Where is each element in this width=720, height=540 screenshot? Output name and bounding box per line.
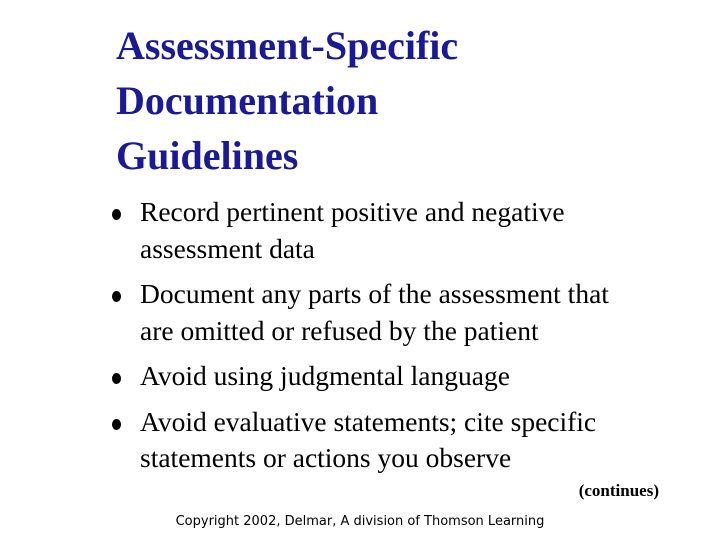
bullet-item bbox=[112, 194, 702, 267]
bullet-line: statements or actions you observe bbox=[140, 442, 512, 473]
bullet-text bbox=[140, 358, 702, 395]
continues-label: (continues) bbox=[578, 481, 659, 500]
bullet-line: Avoid evaluative statements; cite specific bbox=[140, 405, 597, 437]
title-line: Guidelines bbox=[116, 133, 299, 178]
bullet-line: Record pertinent positive and negative bbox=[140, 196, 565, 227]
bullet-line: assessment data bbox=[140, 232, 315, 264]
bullet-line: Document any parts of the assessment that bbox=[140, 278, 609, 309]
title-line: Documentation bbox=[116, 78, 379, 123]
title-line: Assessment-Specific bbox=[116, 23, 459, 68]
bullet-dot-icon bbox=[112, 291, 121, 302]
bullet-line: are omitted or refused by the patient bbox=[140, 314, 539, 346]
bullet-text bbox=[140, 194, 702, 267]
copyright-footer: Copyright 2002, Delmar, A division of Thomson Learning bbox=[175, 514, 545, 529]
slide-title bbox=[116, 18, 696, 183]
bullet-item bbox=[112, 276, 702, 349]
bullet-list bbox=[112, 194, 702, 486]
bullet-item bbox=[112, 404, 702, 477]
bullet-dot-icon bbox=[112, 209, 121, 220]
bullet-dot-icon bbox=[112, 373, 121, 384]
bullet-text bbox=[140, 404, 702, 477]
bullet-dot-icon bbox=[112, 419, 121, 430]
bullet-text bbox=[140, 276, 702, 349]
bullet-line: Avoid using judgmental language bbox=[140, 360, 510, 391]
bullet-item bbox=[112, 358, 702, 395]
